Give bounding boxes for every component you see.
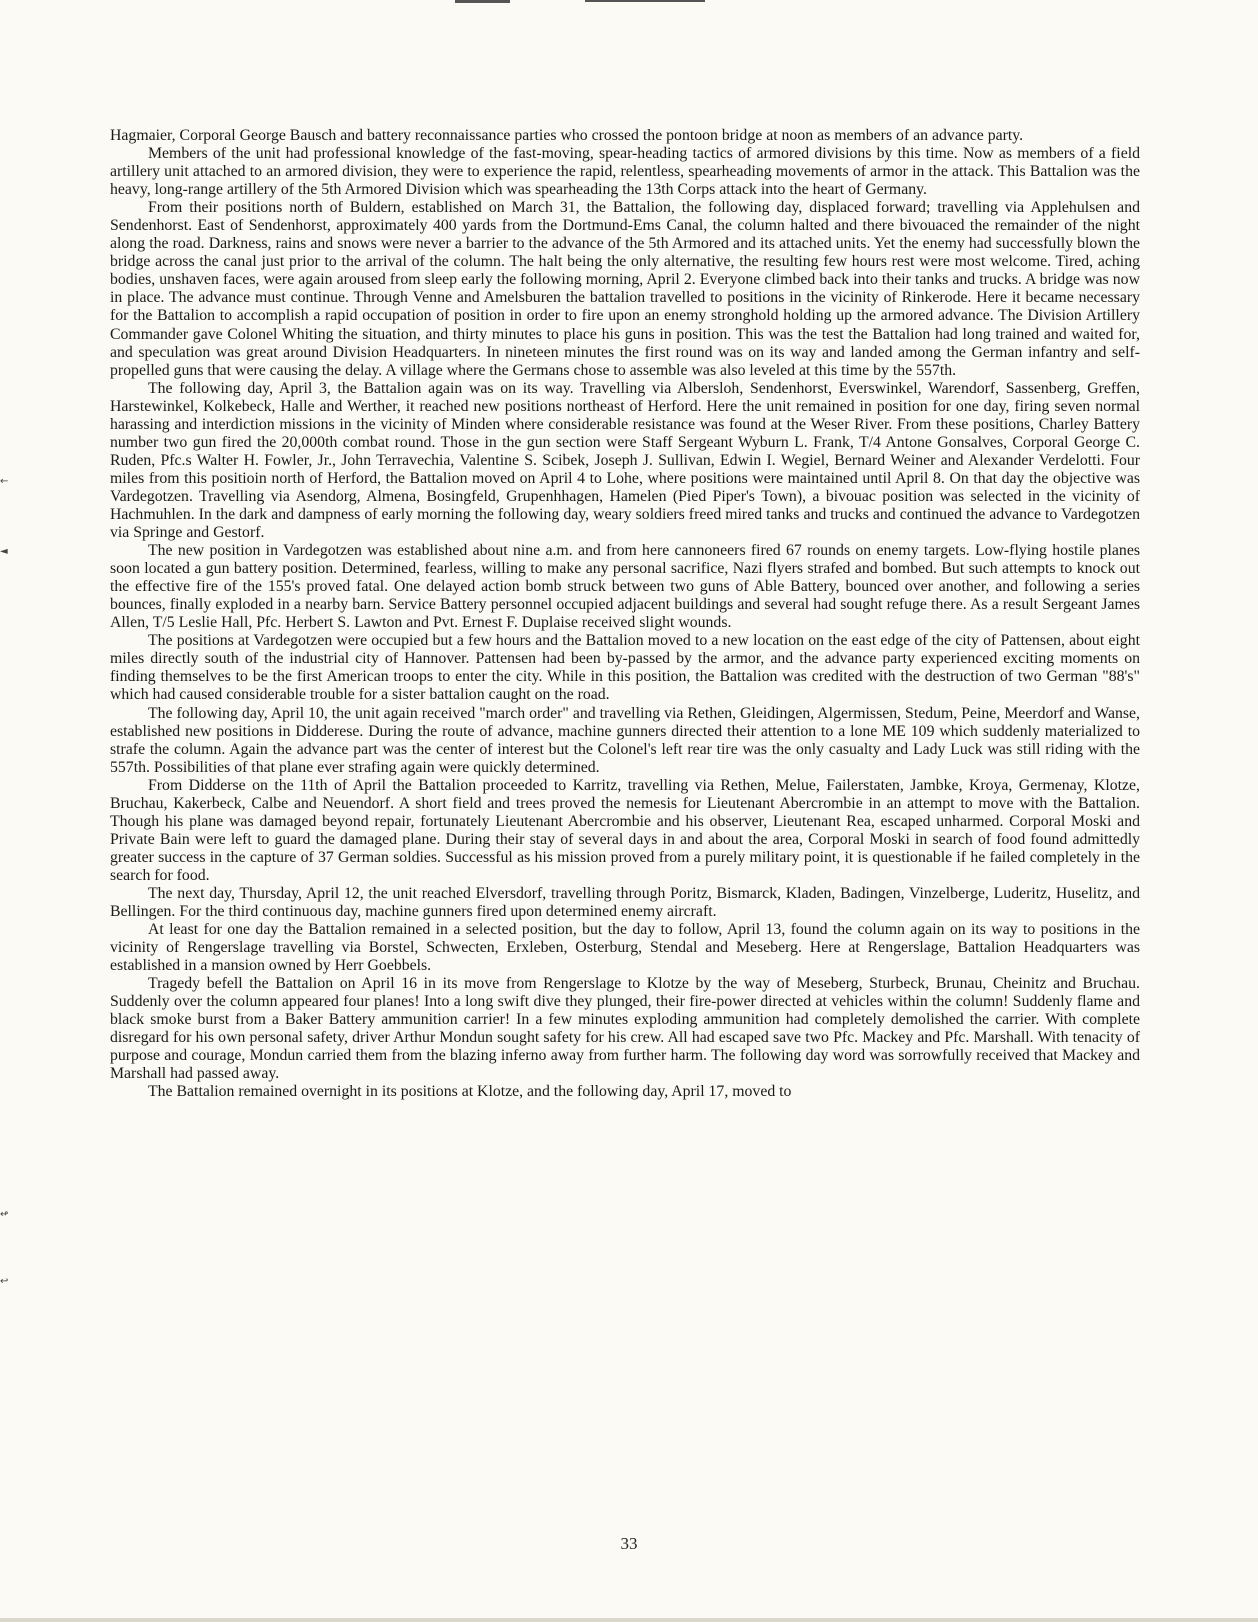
paragraph: The following day, April 10, the unit again received "march order" and travelling via Rethen, Gleidingen, Algermissen, Stedum, Peine, Meerdorf and Wanse, established new positions in Didderese. During the route of advance, machine gunners directed their attention to a lone ME 109 which suddenly materialized to strafe the column. Again the advance part was the center of interest but the Colonel's left rear tire was the only casualty and Lady Luck was still riding with the 557th. Possibilities of that plane ever strafing again were quickly determined.: [110, 704, 1140, 776]
paragraph: From Didderse on the 11th of April the Battalion proceeded to Karritz, travelling via Rethen, Melue, Failerstaten, Jambke, Kroya, Germenay, Klotze, Bruchau, Kakerbeck, Calbe and Neuendorf. A short field and trees proved the nemesis for Lieutenant Abercrombie in an attempt to move with the Battalion. Though his plane was damaged beyond repair, fortunately Lieutenant Abercrombie and his observer, Lieutenant Rea, escaped unharmed. Corporal Moski and Private Bain were left to guard the damaged plane. During their stay of several days in and about the area, Corporal Moski in search of food found admittedly greater success in the capture of 37 German soldies. Successful as his mission proved from a purely military point, it is questionable if he failed completely in the search for food.: [110, 776, 1140, 884]
paragraph: The Battalion remained overnight in its positions at Klotze, and the following day, April 17, moved to: [148, 1083, 792, 1101]
binding-hole-icon: ←: [0, 476, 9, 487]
paragraph: The positions at Vardegotzen were occupied but a few hours and the Battalion moved to a new location on the east edge of the city of Pattensen, about eight miles directly south of the industrial city of Hannover. Pattensen had been by-passed by the armor, and the advance party experienced exciting moments on finding themselves to be the first American troops to enter the city. While in this position, the Battalion was credited with the destruction of two German "88's" which had caused considerable trouble for a sister battalion caught on the road.: [110, 632, 1140, 704]
top-edge-mark: [585, 0, 705, 2]
paragraph: Tragedy befell the Battalion on April 16 in its move from Rengerslage to Klotze by the way of Meseberg, Sturbeck, Brunau, Cheinitz and Bruchau. Suddenly over the column appeared four planes! Into a long swift dive they plunged, their fire-power directed at vehicles within the column! Suddenly flame and black smoke burst from a Baker Battery ammunition carrier! In a few minutes exploding ammunition had completely demolished the carrier. With complete disregard for his own personal safety, driver Arthur Mondun sought safety for his crew. All had escaped save two Pfc. Mackey and Pfc. Marshall. With tenacity of purpose and courage, Mondun carried them from the blazing inferno away from further harm. The following day word was sorrowfully received that Mackey and Marshall had passed away.: [110, 975, 1140, 1083]
paragraph: The next day, Thursday, April 12, the unit reached Elversdorf, travelling through Poritz, Bismarck, Kladen, Badingen, Vinzelberge, Luderitz, Huselitz, and Bellingen. For the third continuous day, machine gunners fired upon determined enemy aircraft.: [110, 884, 1140, 921]
top-edge-mark: [455, 0, 510, 3]
paragraph: At least for one day the Battalion remained in a selected position, but the day to follow, April 13, found the column again on its way to positions in the vicinity of Rengerslage travelling via Borstel, Schwecten, Erxleben, Osterburg, Stendal and Meseberg. Here at Rengerslage, Battalion Headquarters was established in a mansion owned by Herr Goebbels.: [110, 921, 1140, 975]
paragraph: The following day, April 3, the Battalion again was on its way. Travelling via Albersloh, Sendenhorst, Everswinkel, Warendorf, Sassenberg, Greffen, Harstewinkel, Kolkebeck, Halle and Werther, it reached new positions northeast of Herford. Here the unit remained in position for one day, firing seven normal harassing and interdiction missions in the vicinity of Minden where considerable resistance was found at the Weser River. From these positions, Charley Battery number two gun fired the 20,000th combat round. Those in the gun section were Staff Sergeant Wyburn L. Frank, T/4 Antone Gonsalves, Corporal George C. Ruden, Pfc.s Walter H. Fowler, Jr., John Terravechia, Valentine S. Scibek, Joseph J. Sullivan, Edwin I. Wegiel, Bernard Weiner and Alexander Verdelotti. Four miles from this positioin north of Herford, the Battalion moved on April 4 to Lohe, where positions were maintained until April 8. On that day the objective was Vardegotzen. Travelling via Asendorg, Almena, Bosingfeld, Grupenhhagen, Hamelen (Pied Piper's Town), a bivouac position was selected in the vicinity of Hachmuhlen. In the dark and dampness of early morning the following day, weary soldiers freed mired tanks and trucks and continued the advance to Vardegotzen via Springe and Gestorf.: [110, 379, 1140, 542]
paragraph: Hagmaier, Corporal George Bausch and battery reconnaissance parties who crossed the pontoon bridge at noon as members of an advance party.: [110, 127, 1024, 144]
page-edge: [0, 1618, 1258, 1622]
body-text: [110, 127, 1140, 1102]
binding-hole-icon: ◄: [0, 546, 8, 557]
paragraph: The new position in Vardegotzen was established about nine a.m. and from here cannoneers fired 67 rounds on enemy targets. Low-flying hostile planes soon located a gun battery position. Determined, fearless, willing to make any personal sacrifice, Nazi flyers strafed and bombed. But such attempts to knock out the effective fire of the 155's proved fatal. One delayed action bomb struck between two guns of Able Battery, bounced over another, and following a series bounces, finally exploded in a nearby barn. Service Battery personnel occupied adjacent buildings and several had sought refuge there. As a result Sergeant James Allen, T/5 Leslie Hall, Pfc. Herbert S. Lawton and Pvt. Ernest F. Duplaise received slight wounds.: [110, 542, 1140, 632]
paragraph: From their positions north of Buldern, established on March 31, the Battalion, the following day, displaced forward; travelling via Applehulsen and Sendenhorst. East of Sendenhorst, approximately 400 yards from the Dortmund-Ems Canal, the column halted and there bivouaced the remainder of the night along the road. Darkness, rains and snows were never a barrier to the advance of the 5th Armored and its attached units. Yet the enemy had successfully blown the bridge across the canal just prior to the arrival of the column. The halt being the only alternative, the resulting few hours rest were most welcome. Tired, aching bodies, unshaven faces, were again aroused from sleep early the following morning, April 2. Everyone climbed back into their tanks and trucks. A bridge was now in place. The advance must continue. Through Venne and Amelsburen the battalion travelled to positions in the vicinity of Rinkerode. Here it became necessary for the Battalion to accomplish a rapid occupation of position in order to fire upon an enemy stronghold holding up the armored advance. The Division Artillery Commander gave Colonel Whiting the situation, and thirty minutes to place his guns in position. This was the test the Battalion had long trained and waited for, and speculation was great around Division Headquarters. In nineteen minutes the first round was on its way and landed among the German infantry and self-propelled guns that were causing the delay. A village where the Germans chose to assemble was also leveled at this time by the 557th.: [110, 199, 1140, 379]
page-number: 33: [620, 1534, 638, 1553]
paragraph: Members of the unit had professional knowledge of the fast-moving, spear-heading tactics of armored divisions by this time. Now as members of a field artillery unit attached to an armored division, they were to experience the rapid, relentless, spearheading movements of armor in the attack. This Battalion was the heavy, long-range artillery of the 5th Armored Division which was spearheading the 13th Corps attack into the heart of Germany.: [110, 145, 1140, 199]
binding-hole-icon: ↩: [0, 1276, 9, 1287]
binding-hole-icon: ↫: [0, 1209, 9, 1220]
